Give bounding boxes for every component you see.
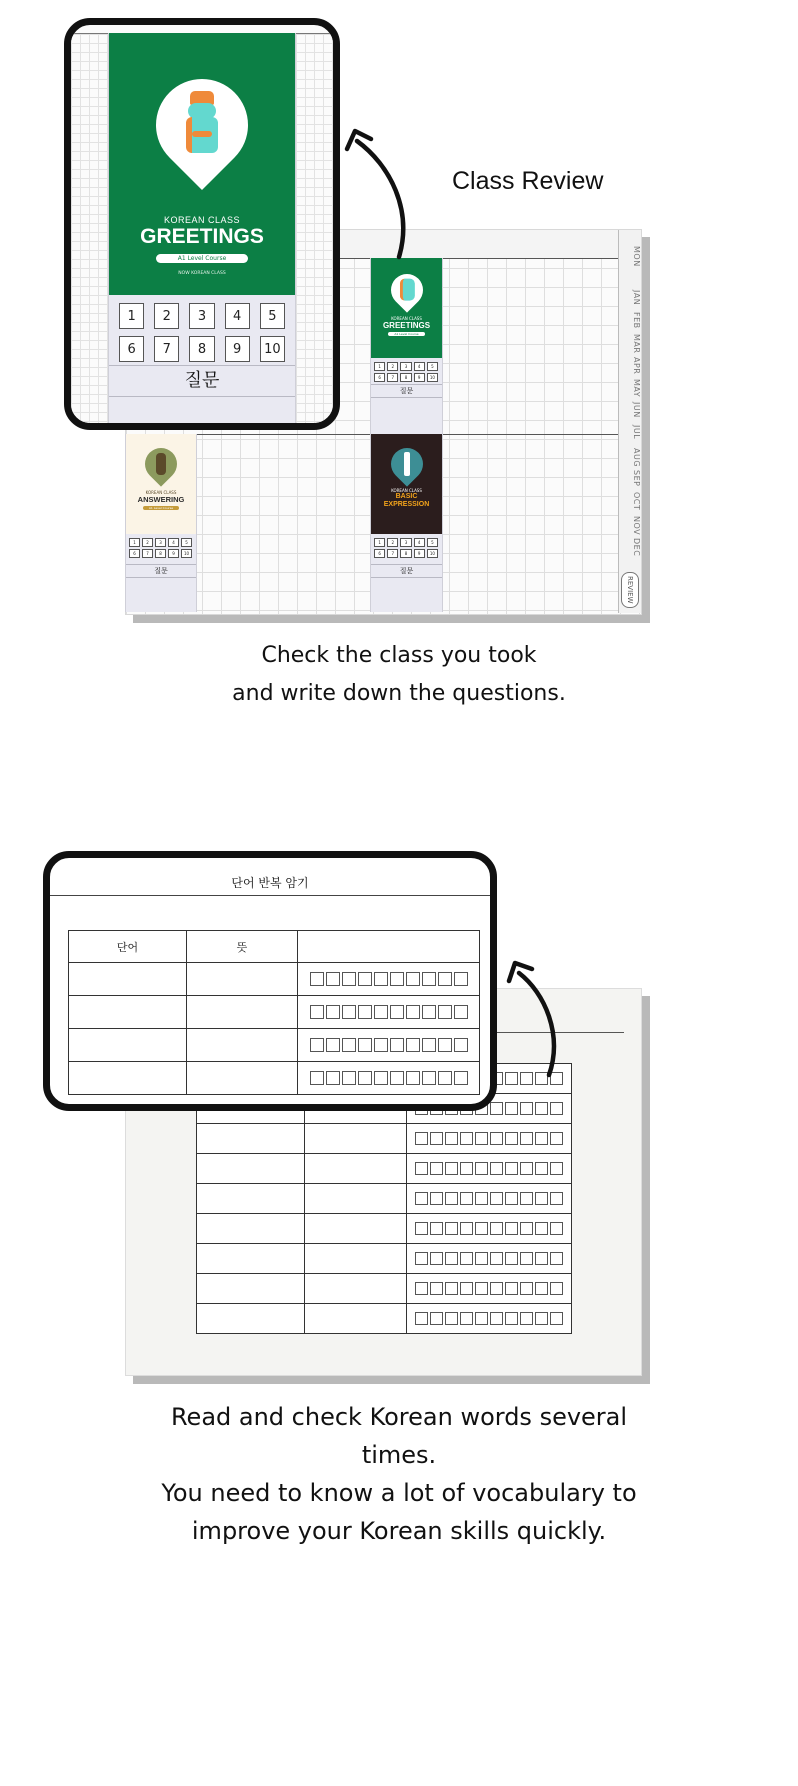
repeat-checkbox[interactable] bbox=[475, 1252, 488, 1265]
repeat-checkboxes bbox=[298, 1071, 479, 1085]
repeat-checkbox[interactable] bbox=[460, 1162, 473, 1175]
repeat-checkbox[interactable] bbox=[374, 1005, 388, 1019]
zoom-frame-vocab bbox=[43, 851, 497, 1111]
repeat-checkbox[interactable] bbox=[390, 1071, 404, 1085]
zoom-frame-class-card bbox=[64, 18, 340, 430]
tab-jul[interactable]: JUL bbox=[632, 425, 641, 440]
caption-class-review-line1: Check the class you took bbox=[261, 643, 537, 668]
number-checkbox[interactable]: 1 bbox=[129, 538, 140, 547]
repeat-checkbox[interactable] bbox=[390, 972, 404, 986]
repeat-checkboxes bbox=[407, 1252, 571, 1265]
repeat-checkbox[interactable] bbox=[460, 1222, 473, 1235]
vocab-row bbox=[197, 1304, 572, 1334]
number-checkbox[interactable]: 10 bbox=[260, 336, 285, 362]
col-meaning-header: 뜻 bbox=[187, 931, 298, 963]
vocab-row bbox=[197, 1154, 572, 1184]
repeat-checkbox[interactable] bbox=[520, 1132, 533, 1145]
card-level: A1 Level Course bbox=[388, 332, 424, 336]
repeat-checkbox[interactable] bbox=[374, 1071, 388, 1085]
vocab-row bbox=[69, 1062, 480, 1095]
number-checkbox[interactable]: 2 bbox=[154, 303, 179, 329]
number-checkbox[interactable]: 7 bbox=[142, 549, 153, 558]
number-checkbox[interactable]: 4 bbox=[414, 362, 425, 371]
number-checkbox[interactable]: 6 bbox=[374, 373, 385, 382]
card-subtitle: KOREAN CLASS bbox=[391, 488, 422, 493]
repeat-checkbox[interactable] bbox=[310, 1005, 324, 1019]
number-checkboxes bbox=[374, 362, 438, 382]
repeat-checkbox[interactable] bbox=[445, 1282, 458, 1295]
word-cell[interactable] bbox=[69, 1029, 187, 1062]
word-cell[interactable] bbox=[69, 1062, 187, 1095]
repeat-checkbox[interactable] bbox=[490, 1102, 503, 1115]
tab-may[interactable]: MAY bbox=[632, 379, 641, 398]
repeat-checkbox[interactable] bbox=[520, 1102, 533, 1115]
card-level: A1 Level Course bbox=[143, 506, 179, 510]
repeat-checkboxes bbox=[298, 972, 479, 986]
repeat-checkbox[interactable] bbox=[475, 1222, 488, 1235]
repeat-checkbox[interactable] bbox=[342, 972, 356, 986]
card-cover bbox=[371, 434, 442, 534]
repeat-checkbox[interactable] bbox=[415, 1132, 428, 1145]
check-cell bbox=[298, 996, 480, 1029]
repeat-checkbox[interactable] bbox=[422, 1038, 436, 1052]
number-checkbox[interactable]: 9 bbox=[225, 336, 250, 362]
zoom-card-footer: NOW KOREAN CLASS bbox=[178, 271, 226, 276]
number-checkbox[interactable]: 4 bbox=[168, 538, 179, 547]
card-title: GREETINGS bbox=[382, 321, 431, 330]
repeat-checkbox[interactable] bbox=[490, 1162, 503, 1175]
number-checkbox[interactable]: 5 bbox=[427, 538, 438, 547]
number-checkbox[interactable]: 1 bbox=[374, 362, 385, 371]
number-checkbox[interactable]: 9 bbox=[414, 373, 425, 382]
number-checkbox[interactable]: 7 bbox=[387, 373, 398, 382]
number-checkbox[interactable]: 1 bbox=[374, 538, 385, 547]
repeat-checkbox[interactable] bbox=[310, 1071, 324, 1085]
repeat-checkbox[interactable] bbox=[358, 1071, 372, 1085]
repeat-checkbox[interactable] bbox=[374, 972, 388, 986]
repeat-checkbox[interactable] bbox=[310, 1038, 324, 1052]
repeat-checkbox[interactable] bbox=[430, 1282, 443, 1295]
number-checkbox[interactable]: 5 bbox=[181, 538, 192, 547]
repeat-checkbox[interactable] bbox=[520, 1282, 533, 1295]
repeat-checkbox[interactable] bbox=[454, 972, 468, 986]
pin-statue-icon bbox=[137, 60, 267, 190]
word-cell[interactable] bbox=[69, 996, 187, 1029]
meaning-cell[interactable] bbox=[305, 1304, 407, 1334]
repeat-checkbox[interactable] bbox=[342, 1005, 356, 1019]
repeat-checkbox[interactable] bbox=[505, 1282, 518, 1295]
zoom-card-cover bbox=[109, 33, 295, 295]
meaning-cell[interactable] bbox=[305, 1124, 407, 1154]
check-cell bbox=[298, 1062, 480, 1095]
card-title: ANSWERING bbox=[137, 495, 185, 504]
vocab-row bbox=[197, 1184, 572, 1214]
repeat-checkbox[interactable] bbox=[490, 1222, 503, 1235]
repeat-checkbox[interactable] bbox=[406, 972, 420, 986]
word-cell[interactable] bbox=[197, 1184, 305, 1214]
vocab-row bbox=[69, 963, 480, 996]
repeat-checkbox[interactable] bbox=[490, 1252, 503, 1265]
vocab-zoom-title: 단어 반복 암기 bbox=[231, 876, 309, 890]
class-card-basic-expression[interactable] bbox=[370, 434, 443, 612]
repeat-checkbox[interactable] bbox=[520, 1192, 533, 1205]
meaning-cell[interactable] bbox=[305, 1274, 407, 1304]
repeat-checkbox[interactable] bbox=[430, 1312, 443, 1325]
repeat-checkbox[interactable] bbox=[550, 1252, 563, 1265]
vocab-table-zoom bbox=[68, 930, 480, 1095]
tab-aug[interactable]: AUG bbox=[632, 448, 641, 468]
number-checkbox[interactable]: 10 bbox=[181, 549, 192, 558]
number-checkbox[interactable]: 3 bbox=[400, 362, 411, 371]
meaning-cell[interactable] bbox=[305, 1184, 407, 1214]
caption-vocab-line3: You need to know a lot of vocabulary to bbox=[161, 1479, 637, 1507]
repeat-checkbox[interactable] bbox=[406, 1071, 420, 1085]
number-checkbox[interactable]: 9 bbox=[414, 549, 425, 558]
repeat-checkbox[interactable] bbox=[535, 1132, 548, 1145]
repeat-checkbox[interactable] bbox=[505, 1192, 518, 1205]
number-checkbox[interactable]: 9 bbox=[168, 549, 179, 558]
repeat-checkbox[interactable] bbox=[490, 1312, 503, 1325]
zoom-card-level: A1 Level Course bbox=[156, 254, 249, 263]
check-cell bbox=[407, 1274, 572, 1304]
caption-vocab-line1: Read and check Korean words several bbox=[170, 1403, 628, 1431]
repeat-checkbox[interactable] bbox=[430, 1222, 443, 1235]
repeat-checkbox[interactable] bbox=[415, 1222, 428, 1235]
vocab-header-row bbox=[69, 931, 480, 963]
tab-dec[interactable]: DEC bbox=[632, 538, 641, 557]
repeat-checkbox[interactable] bbox=[550, 1312, 563, 1325]
meaning-cell[interactable] bbox=[187, 963, 298, 996]
number-checkbox[interactable]: 2 bbox=[142, 538, 153, 547]
repeat-checkbox[interactable] bbox=[406, 1005, 420, 1019]
question-label: 질문 bbox=[371, 384, 442, 398]
number-checkbox[interactable]: 5 bbox=[427, 362, 438, 371]
caption-vocab-line4: improve your Korean skills quickly. bbox=[191, 1517, 607, 1545]
card-cover bbox=[371, 258, 442, 358]
repeat-checkbox[interactable] bbox=[535, 1312, 548, 1325]
repeat-checkbox[interactable] bbox=[460, 1192, 473, 1205]
number-checkbox[interactable]: 2 bbox=[387, 538, 398, 547]
repeat-checkbox[interactable] bbox=[505, 1162, 518, 1175]
repeat-checkboxes bbox=[407, 1132, 571, 1145]
number-checkbox[interactable]: 10 bbox=[427, 549, 438, 558]
repeat-checkbox[interactable] bbox=[415, 1192, 428, 1205]
caption-vocab-line2: times. bbox=[361, 1441, 437, 1469]
number-checkbox[interactable]: 6 bbox=[374, 549, 385, 558]
meaning-cell[interactable] bbox=[187, 996, 298, 1029]
tab-jun[interactable]: JUN bbox=[632, 402, 641, 418]
repeat-checkbox[interactable] bbox=[550, 1282, 563, 1295]
caption-class-review-line2: and write down the questions. bbox=[232, 681, 566, 706]
repeat-checkbox[interactable] bbox=[430, 1162, 443, 1175]
pin-statue-icon bbox=[384, 267, 429, 312]
repeat-checkbox[interactable] bbox=[310, 972, 324, 986]
repeat-checkbox[interactable] bbox=[460, 1132, 473, 1145]
vocab-row bbox=[69, 1029, 480, 1062]
check-cell bbox=[298, 963, 480, 996]
check-cell bbox=[407, 1244, 572, 1274]
zoom-card-subtitle: KOREAN CLASS bbox=[163, 215, 241, 225]
repeat-checkbox[interactable] bbox=[438, 972, 452, 986]
number-checkbox[interactable]: 6 bbox=[129, 549, 140, 558]
repeat-checkbox[interactable] bbox=[445, 1312, 458, 1325]
repeat-checkbox[interactable] bbox=[535, 1102, 548, 1115]
number-checkbox[interactable]: 3 bbox=[155, 538, 166, 547]
repeat-checkbox[interactable] bbox=[454, 1038, 468, 1052]
repeat-checkbox[interactable] bbox=[475, 1192, 488, 1205]
zoom-card-title: GREETINGS bbox=[140, 225, 264, 248]
arrow-up-icon bbox=[497, 955, 567, 1080]
number-checkbox[interactable]: 8 bbox=[155, 549, 166, 558]
pin-statue-icon bbox=[138, 441, 183, 486]
repeat-checkbox[interactable] bbox=[520, 1222, 533, 1235]
repeat-checkboxes bbox=[407, 1222, 571, 1235]
repeat-checkbox[interactable] bbox=[430, 1252, 443, 1265]
repeat-checkbox[interactable] bbox=[445, 1162, 458, 1175]
repeat-checkbox[interactable] bbox=[550, 1132, 563, 1145]
word-cell[interactable] bbox=[197, 1214, 305, 1244]
arrow-up-icon bbox=[335, 125, 415, 260]
card-subtitle: KOREAN CLASS bbox=[391, 316, 422, 321]
word-cell[interactable] bbox=[197, 1244, 305, 1274]
repeat-checkbox[interactable] bbox=[415, 1162, 428, 1175]
pin-tower-icon bbox=[384, 441, 429, 486]
repeat-checkbox[interactable] bbox=[430, 1132, 443, 1145]
check-cell bbox=[407, 1184, 572, 1214]
vocab-zoom-header-line bbox=[50, 895, 490, 896]
repeat-checkbox[interactable] bbox=[415, 1252, 428, 1265]
question-label: 질문 bbox=[371, 564, 442, 578]
word-cell[interactable] bbox=[69, 963, 187, 996]
meaning-cell[interactable] bbox=[305, 1244, 407, 1274]
repeat-checkbox[interactable] bbox=[445, 1132, 458, 1145]
repeat-checkboxes bbox=[407, 1192, 571, 1205]
repeat-checkbox[interactable] bbox=[390, 1005, 404, 1019]
repeat-checkbox[interactable] bbox=[490, 1132, 503, 1145]
question-label: 질문 bbox=[126, 564, 196, 578]
col-check-header bbox=[298, 931, 480, 963]
repeat-checkbox[interactable] bbox=[550, 1192, 563, 1205]
repeat-checkbox[interactable] bbox=[490, 1282, 503, 1295]
repeat-checkbox[interactable] bbox=[550, 1162, 563, 1175]
number-checkbox[interactable]: 4 bbox=[414, 538, 425, 547]
repeat-checkbox[interactable] bbox=[475, 1282, 488, 1295]
repeat-checkbox[interactable] bbox=[505, 1222, 518, 1235]
repeat-checkbox[interactable] bbox=[460, 1282, 473, 1295]
repeat-checkbox[interactable] bbox=[460, 1312, 473, 1325]
tab-oct[interactable]: OCT bbox=[632, 492, 641, 511]
zoom-question-label: 질문 bbox=[109, 365, 295, 397]
class-card-answering[interactable] bbox=[125, 434, 197, 612]
tab-nov[interactable]: NOV bbox=[632, 516, 641, 536]
meaning-cell[interactable] bbox=[187, 1062, 298, 1095]
repeat-checkbox[interactable] bbox=[415, 1282, 428, 1295]
number-checkbox[interactable]: 7 bbox=[387, 549, 398, 558]
word-cell[interactable] bbox=[197, 1274, 305, 1304]
tab-feb[interactable]: FEB bbox=[632, 312, 641, 329]
vocab-table-zoom-body bbox=[69, 963, 480, 1095]
repeat-checkbox[interactable] bbox=[422, 1005, 436, 1019]
repeat-checkbox[interactable] bbox=[326, 1071, 340, 1085]
zoom-number-checkboxes bbox=[119, 303, 285, 362]
number-checkbox[interactable]: 4 bbox=[225, 303, 250, 329]
card-subtitle: KOREAN CLASS bbox=[145, 490, 177, 495]
meaning-cell[interactable] bbox=[305, 1154, 407, 1184]
repeat-checkbox[interactable] bbox=[415, 1312, 428, 1325]
word-cell[interactable] bbox=[197, 1304, 305, 1334]
repeat-checkbox[interactable] bbox=[535, 1222, 548, 1235]
zoom-class-card-greetings[interactable] bbox=[108, 33, 296, 423]
repeat-checkboxes bbox=[407, 1312, 571, 1325]
repeat-checkboxes bbox=[298, 1038, 479, 1052]
class-card-greetings[interactable] bbox=[370, 258, 443, 434]
number-checkboxes bbox=[374, 538, 438, 558]
check-cell bbox=[407, 1214, 572, 1244]
repeat-checkbox[interactable] bbox=[358, 972, 372, 986]
repeat-checkbox[interactable] bbox=[520, 1312, 533, 1325]
repeat-checkbox[interactable] bbox=[422, 972, 436, 986]
check-cell bbox=[407, 1124, 572, 1154]
check-cell bbox=[407, 1304, 572, 1334]
check-cell bbox=[407, 1154, 572, 1184]
repeat-checkbox[interactable] bbox=[438, 1005, 452, 1019]
repeat-checkbox[interactable] bbox=[505, 1132, 518, 1145]
repeat-checkbox[interactable] bbox=[520, 1252, 533, 1265]
check-cell bbox=[298, 1029, 480, 1062]
number-checkbox[interactable]: 3 bbox=[189, 303, 214, 329]
number-checkbox[interactable]: 2 bbox=[387, 362, 398, 371]
repeat-checkbox[interactable] bbox=[454, 1071, 468, 1085]
meaning-cell[interactable] bbox=[305, 1214, 407, 1244]
repeat-checkbox[interactable] bbox=[438, 1071, 452, 1085]
repeat-checkbox[interactable] bbox=[505, 1102, 518, 1115]
repeat-checkbox[interactable] bbox=[445, 1222, 458, 1235]
repeat-checkbox[interactable] bbox=[454, 1005, 468, 1019]
vocab-row bbox=[69, 996, 480, 1029]
repeat-checkbox[interactable] bbox=[390, 1038, 404, 1052]
repeat-checkbox[interactable] bbox=[422, 1071, 436, 1085]
tab-review[interactable]: REVIEW bbox=[621, 572, 639, 608]
repeat-checkbox[interactable] bbox=[406, 1038, 420, 1052]
meaning-cell[interactable] bbox=[187, 1029, 298, 1062]
repeat-checkbox[interactable] bbox=[550, 1102, 563, 1115]
tab-mar[interactable]: MAR bbox=[632, 334, 641, 354]
repeat-checkbox[interactable] bbox=[535, 1282, 548, 1295]
repeat-checkbox[interactable] bbox=[475, 1162, 488, 1175]
tab-apr[interactable]: APR bbox=[632, 357, 641, 375]
repeat-checkbox[interactable] bbox=[358, 1038, 372, 1052]
vocab-row bbox=[197, 1214, 572, 1244]
repeat-checkbox[interactable] bbox=[358, 1005, 372, 1019]
col-word-header: 단어 bbox=[69, 931, 187, 963]
number-checkbox[interactable]: 10 bbox=[427, 373, 438, 382]
repeat-checkbox[interactable] bbox=[490, 1192, 503, 1205]
number-checkbox[interactable]: 8 bbox=[400, 373, 411, 382]
repeat-checkbox[interactable] bbox=[326, 1038, 340, 1052]
number-checkbox[interactable]: 6 bbox=[119, 336, 144, 362]
vocab-row bbox=[197, 1274, 572, 1304]
vocab-row bbox=[197, 1244, 572, 1274]
repeat-checkboxes bbox=[298, 1005, 479, 1019]
number-checkbox[interactable]: 8 bbox=[400, 549, 411, 558]
repeat-checkbox[interactable] bbox=[445, 1252, 458, 1265]
repeat-checkbox[interactable] bbox=[326, 1005, 340, 1019]
vocab-row bbox=[197, 1124, 572, 1154]
repeat-checkboxes bbox=[407, 1162, 571, 1175]
number-checkbox[interactable]: 7 bbox=[154, 336, 179, 362]
section-label-class-review: Class Review bbox=[452, 167, 604, 195]
word-cell[interactable] bbox=[197, 1124, 305, 1154]
repeat-checkbox[interactable] bbox=[535, 1252, 548, 1265]
number-checkbox[interactable]: 8 bbox=[189, 336, 214, 362]
repeat-checkbox[interactable] bbox=[505, 1312, 518, 1325]
tab-mon[interactable]: MON bbox=[632, 246, 641, 267]
repeat-checkbox[interactable] bbox=[475, 1132, 488, 1145]
repeat-checkbox[interactable] bbox=[342, 1071, 356, 1085]
repeat-checkbox[interactable] bbox=[520, 1162, 533, 1175]
word-cell[interactable] bbox=[197, 1154, 305, 1184]
repeat-checkbox[interactable] bbox=[438, 1038, 452, 1052]
repeat-checkbox[interactable] bbox=[535, 1192, 548, 1205]
repeat-checkbox[interactable] bbox=[374, 1038, 388, 1052]
number-checkbox[interactable]: 5 bbox=[260, 303, 285, 329]
repeat-checkbox[interactable] bbox=[535, 1162, 548, 1175]
repeat-checkbox[interactable] bbox=[430, 1192, 443, 1205]
number-checkboxes bbox=[129, 538, 192, 558]
repeat-checkbox[interactable] bbox=[550, 1222, 563, 1235]
repeat-checkbox[interactable] bbox=[505, 1252, 518, 1265]
repeat-checkbox[interactable] bbox=[445, 1192, 458, 1205]
repeat-checkbox[interactable] bbox=[460, 1252, 473, 1265]
repeat-checkboxes bbox=[407, 1282, 571, 1295]
repeat-checkbox[interactable] bbox=[475, 1312, 488, 1325]
tab-jan[interactable]: JAN bbox=[632, 290, 641, 306]
repeat-checkbox[interactable] bbox=[342, 1038, 356, 1052]
tab-sep[interactable]: SEP bbox=[632, 470, 641, 487]
repeat-checkbox[interactable] bbox=[326, 972, 340, 986]
number-checkbox[interactable]: 1 bbox=[119, 303, 144, 329]
card-title: BASIC EXPRESSION bbox=[383, 493, 430, 508]
number-checkbox[interactable]: 3 bbox=[400, 538, 411, 547]
card-cover bbox=[126, 434, 196, 534]
